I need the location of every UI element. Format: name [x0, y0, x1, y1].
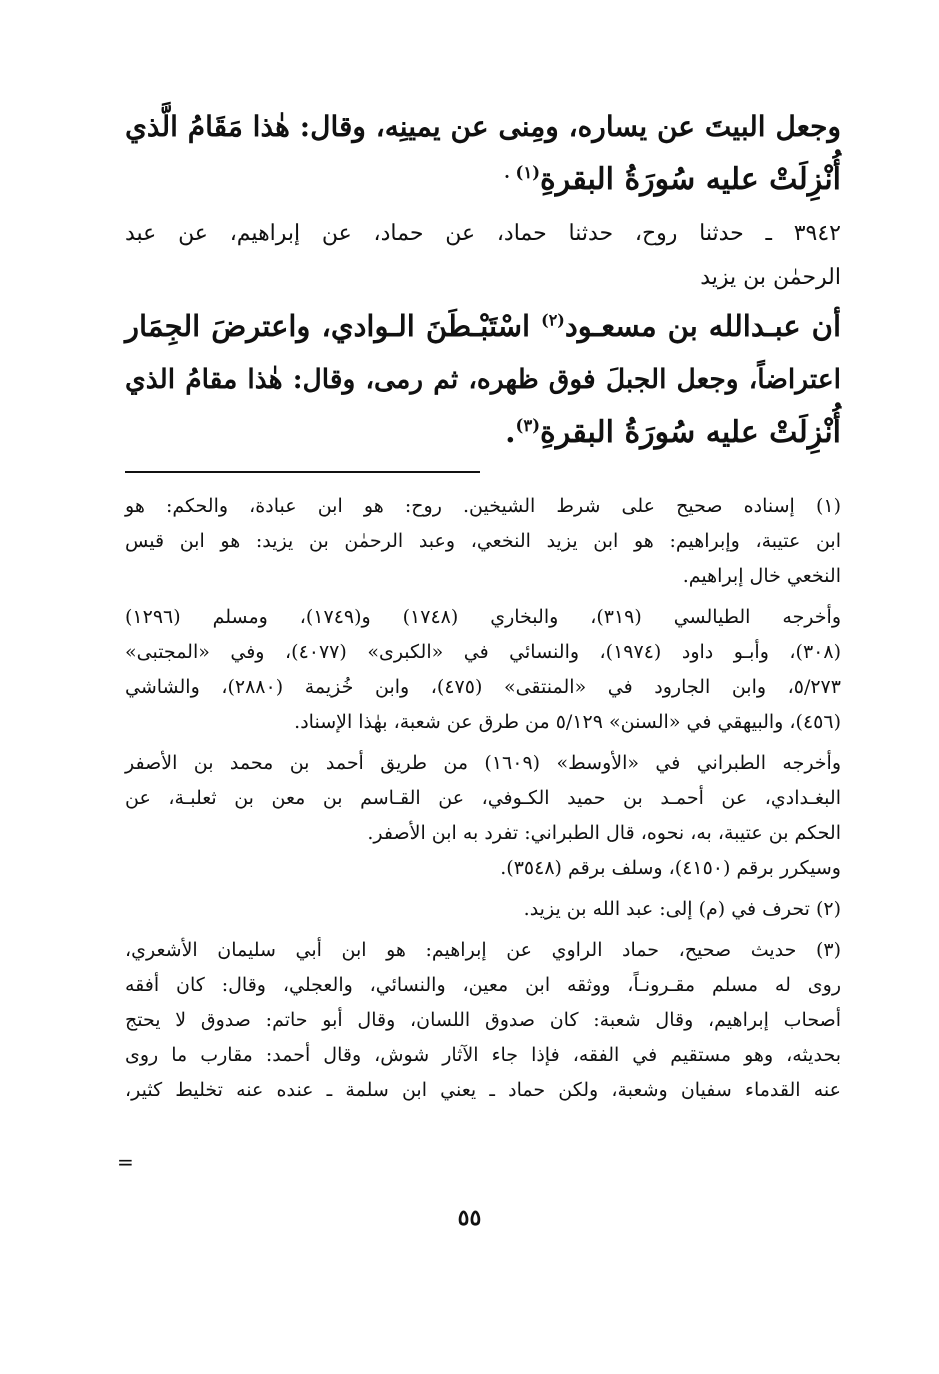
main-text-top [125, 100, 841, 206]
main-line: وجعل البيتَ عن يساره، ومِنى عن يمينِه، وقال: هٰذا مَقَامُ الَّذي [125, 110, 841, 143]
footnote-line: (١) إسناده صحيح على شرط الشيخين. روح: هو ابن عبادة، والحكم: هو [125, 495, 841, 517]
footnote-line: ٥/٢٧٣، وابن الجارود في «المنتقى» (٤٧٥)، وابن خُزيمة (٢٨٨٠)، والشاشي [125, 676, 841, 698]
footnote-line: الحكم بن عتيبة، به، نحوه، قال الطبراني: تفرد به ابن الأصفر. [367, 822, 841, 844]
main-line-text: أُنْزِلَتْ عليه سُورَةُ البقرةِ [540, 162, 841, 197]
footnote-line: (٤٥٦)، والبيهقي في «السنن» ٥/١٢٩ من طرق عن شعبة، بهٰذا الإسناد. [294, 711, 841, 733]
footnote-line: البغـدادي، عن أحمـد بن حميد الكـوفي، عن القـاسم بن معن بن ثعلبـة، عن [125, 787, 841, 809]
footnote-line: عنه القدماء سفيان وشعبة، ولكن حماد ـ يعني ابن سلمة ـ عنده عنه تخليط كثير، [125, 1079, 841, 1101]
main-line-text: أن عبـدالله بن مسعـود [564, 309, 842, 343]
footnotes [125, 489, 841, 1108]
main-line: اعتراضاً، وجعل الجبلَ فوق ظهره، ثم رمى، وقال: هٰذا مقامُ الذي [125, 364, 841, 395]
page-number: ٥٥ [457, 1205, 482, 1231]
footnote-2 [125, 892, 841, 927]
footnote-line: (٣٠٨)، وأبـو داود (١٩٧٤)، والنسائي في «الكبرى» (٤٠٧٧)، وفي «المجتبى» [125, 641, 841, 663]
footnote-1-takhrij [125, 600, 841, 740]
footnote-line: ابن عتيبة، وإبراهيم: هو ابن يزيد النخعي، وعبد الرحمٰن بن يزيد: هو ابن قيس [125, 530, 841, 552]
footnote-line: أصحاب إبراهيم، وقال شعبة: كان صدوق اللسان، وقال أبو حاتم: صدوق لا يحتج [125, 1009, 841, 1031]
main-line-text: . [505, 415, 516, 450]
footnote-line: وسيكرر برقم (٤١٥٠)، وسلف برقم (٣٥٤٨). [500, 857, 841, 879]
footnote-line: روى له مسلم مقـرونـاً، ووثقه ابن معين، والنسائي، والعجلي، وقال: كان أفقه [125, 974, 841, 996]
main-line-text: أُنْزِلَتْ عليه سُورَةُ البقرةِ [540, 415, 841, 450]
footnote-1 [125, 489, 841, 594]
continuation-mark: = [117, 1150, 134, 1174]
footnote-ref: (٣) [515, 416, 541, 435]
main-text-bottom [125, 300, 841, 459]
main-line [125, 406, 841, 459]
footnote-line: وأخرجه الطيالسي (٣١٩)، والبخاري (١٧٤٨) و(١٧٤٩)، ومسلم (١٢٩٦) [125, 606, 841, 628]
footnote-line: وأخرجه الطبراني في «الأوسط» (١٦٠٩) من طريق أحمد بن محمد بن الأصفر [125, 752, 841, 774]
footnote-3 [125, 933, 841, 1108]
hadith-chain [125, 212, 841, 300]
hadith-line: الرحمٰن بن يزيد [700, 265, 841, 290]
hadith-line: ٣٩٤٢ ـ حدثنا روح، حدثنا حماد، عن حماد، عن إبراهيم، عن عبد [125, 221, 841, 246]
main-line-text: اسْتَبْـطَنَ الـوادي، واعترضَ الجِمَار [125, 309, 542, 343]
main-line [125, 300, 841, 353]
page-body [125, 100, 841, 1114]
footnote-line: (٣) حديث صحيح، حماد الراوي عن إبراهيم: هو ابن أبي سليمان الأشعري، [125, 939, 841, 961]
footnote-ref: (١) . [504, 163, 541, 182]
footnote-ref: (٢) [541, 310, 565, 330]
footnote-line: بحديثه، وهو مستقيم في الفقه، فإذا جاء الآثار شوش، وقال أحمد: مقارب ما روى [125, 1044, 841, 1066]
footnote-line: (٢) تحرف في (م) إلى: عبد الله بن يزيد. [523, 898, 841, 920]
footnote-1-tabarani [125, 746, 841, 886]
footnote-divider [125, 471, 480, 473]
footnote-line: النخعي خال إبراهيم. [682, 565, 841, 587]
main-line [125, 153, 841, 206]
